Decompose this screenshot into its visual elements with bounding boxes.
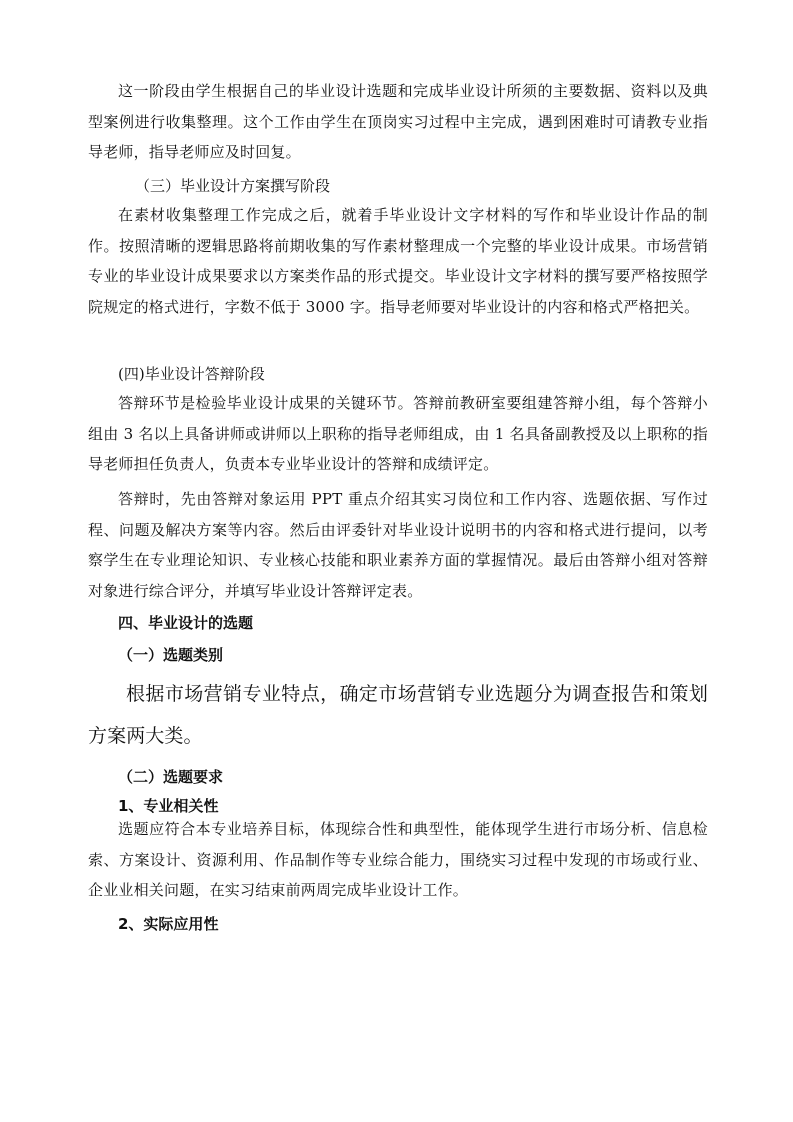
heading-practical-applicability: 2、实际应用性 (118, 915, 219, 933)
heading-professional-relevance: 1、专业相关性 (118, 797, 219, 815)
heading-topic-requirements: （二）选题要求 (118, 768, 224, 786)
heading-plan-writing-stage: （三）毕业设计方案撰写阶段 (135, 177, 331, 195)
paragraph-plan-writing: 在素材收集整理工作完成之后，就着手毕业设计文字材料的写作和毕业设计作品的制作。按照清晰的逻辑思路将前期收集的写作素材整理成一个完整的毕业设计成果。市场营销专业的毕业设计成果要求以方案类作品的形式提交。毕业设计文字材料的撰写要严格按照学院规定的格式进行，字数不低于 3000 字。指导老师要对毕业设计的内容和格式严格把关。 (88, 206, 708, 317)
paragraph-professional-relevance: 选题应符合本专业培养目标，体现综合性和典型性，能体现学生进行市场分析、信息检索、方案设计、资源利用、作品制作等专业综合能力，围绕实习过程中发现的市场或行业、企业业相关问题，在实习结束前两周完成毕业设计工作。 (88, 820, 708, 900)
paragraph-defense-panel: 答辩环节是检验毕业设计成果的关键环节。答辩前教研室要组建答辩小组，每个答辩小组由 3 名以上具备讲师或讲师以上职称的指导老师组成，由 1 名具备副教授及以上职称的指导老师担任负责人，负责本专业毕业设计的答辩和成绩评定。 (88, 394, 708, 474)
paragraph-data-collection: 这一阶段由学生根据自己的毕业设计选题和完成毕业设计所须的主要数据、资料以及典型案例进行收集整理。这个工作由学生在顶岗实习过程中主完成，遇到困难时可请教专业指导老师，指导老师应及时回复。 (88, 82, 708, 162)
paragraph-topic-categories: 根据市场营销专业特点，确定市场营销专业选题分为调查报告和策划方案两大类。 (88, 683, 708, 747)
heading-section-4-topic-selection: 四、毕业设计的选题 (118, 614, 254, 632)
heading-defense-stage: (四)毕业设计答辩阶段 (118, 365, 265, 383)
heading-topic-categories: （一）选题类别 (118, 646, 224, 664)
paragraph-defense-procedure: 答辩时，先由答辩对象运用 PPT 重点介绍其实习岗位和工作内容、选题依据、写作过程、问题及解决方案等内容。然后由评委针对毕业设计说明书的内容和格式进行提问，以考察学生在专业理论知识、专业核心技能和职业素养方面的掌握情况。最后由答辩小组对答辩对象进行综合评分，并填写毕业设计答辩评定表。 (88, 490, 708, 601)
